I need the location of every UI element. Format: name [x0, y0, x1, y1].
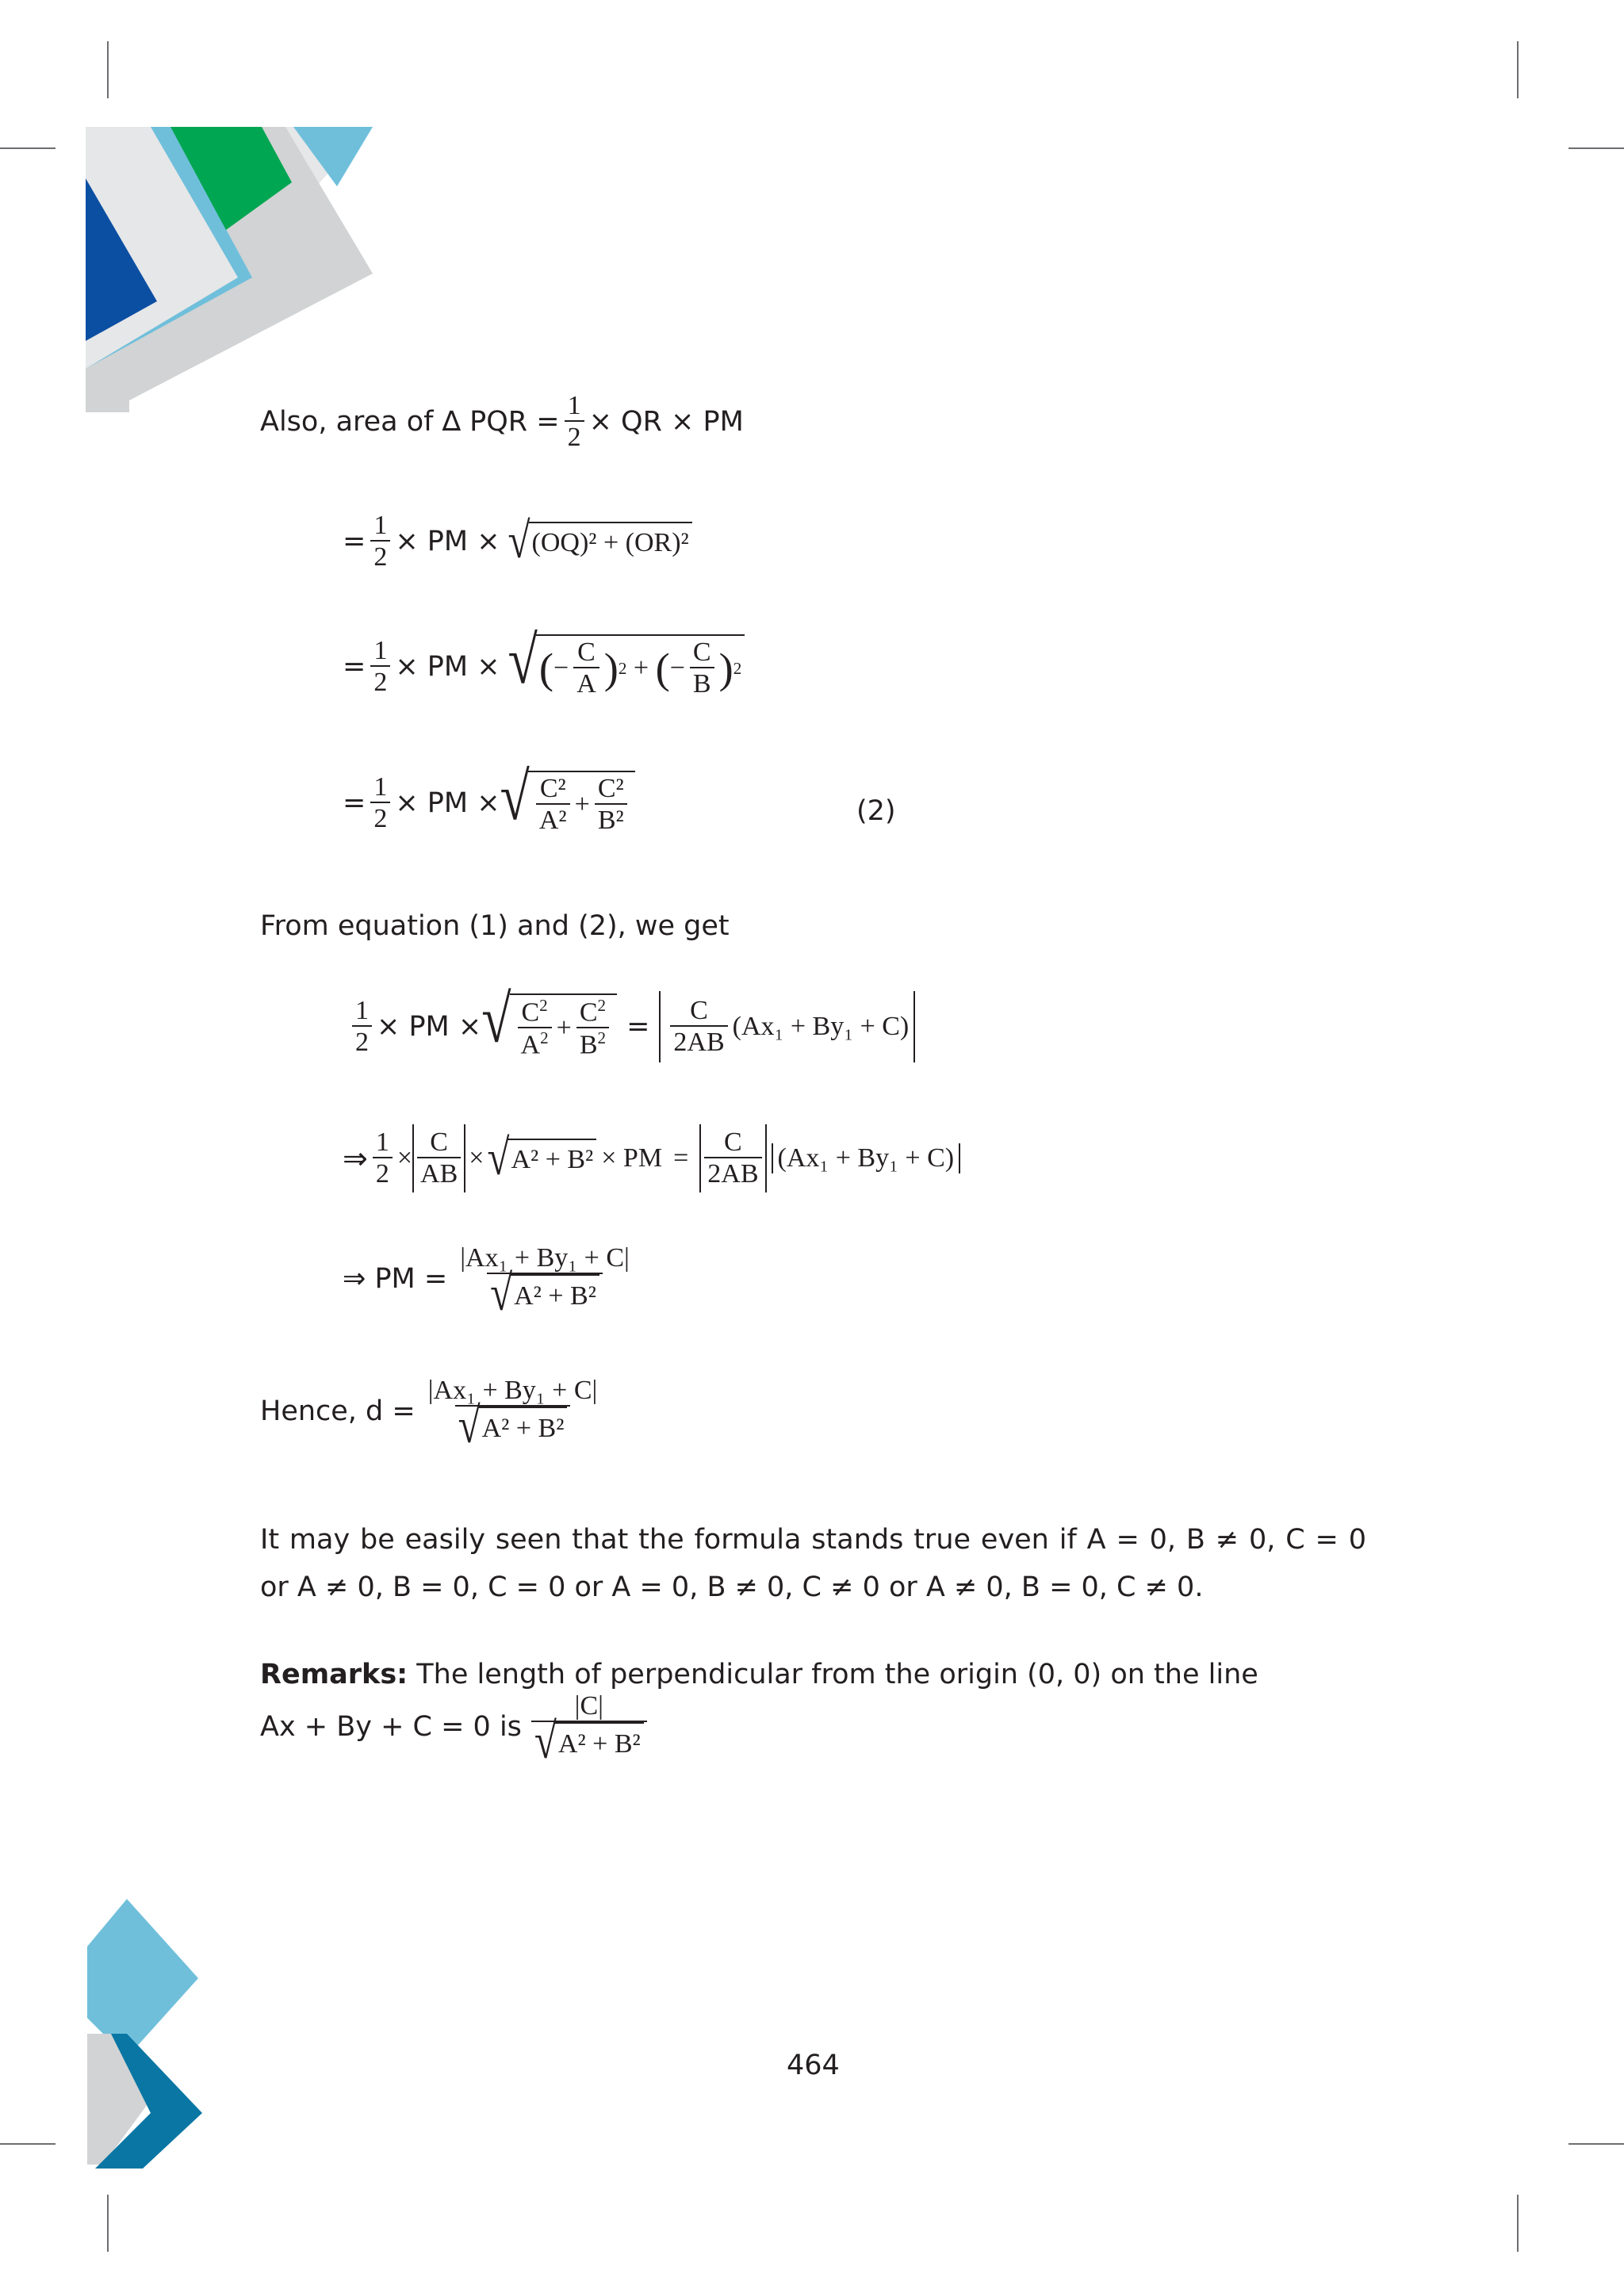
fraction-numerator: C — [692, 637, 711, 667]
radicand: A² + B² — [479, 1407, 568, 1447]
radicand: A² + B² — [555, 1722, 644, 1763]
fraction-denominator: B — [690, 667, 714, 699]
fraction-denominator: 2AB — [704, 1157, 761, 1189]
crop-mark — [1568, 2143, 1624, 2145]
fraction-numerator: C — [690, 996, 708, 1025]
equation-step-6 — [343, 1243, 638, 1323]
corner-decoration-bottom — [79, 1899, 206, 2176]
fraction-numerator: |Ax₁ + By₁ + C| — [427, 1376, 598, 1405]
fraction-denominator: 2 — [370, 540, 390, 572]
half-fraction — [370, 772, 390, 834]
remarks-line2: Ax + By + C = 0 is — [260, 1711, 522, 1744]
crop-mark — [1568, 147, 1624, 149]
fraction-numerator: C² — [539, 774, 566, 803]
half-fraction — [370, 511, 390, 572]
crop-mark — [0, 2143, 56, 2145]
square-root: √ ( − $\frac{C}{A}$ ) 2 + ( − $\frac{C}{B}$ ) 2 — [508, 634, 745, 699]
corner-decoration-top — [0, 0, 412, 412]
fraction-denominator: A — [573, 667, 599, 699]
term-fraction — [536, 774, 570, 836]
line-expression: (Ax₁ + By₁ + C) — [777, 1143, 955, 1173]
absolute-value — [772, 1143, 961, 1173]
times-pm: × PM × — [395, 651, 500, 683]
fraction-denominator: 2 — [370, 665, 390, 698]
radicand: A² + B² — [511, 1274, 599, 1315]
times-pm: × PM × — [395, 526, 500, 558]
half-fraction — [373, 1127, 393, 1189]
square-root: √ A² + B² — [487, 1139, 596, 1179]
remarks-text: The length of perpendicular from the origin (0, 0) on the line — [416, 1659, 1258, 1690]
fraction-denominator: A² — [536, 803, 570, 836]
fraction-numerator: 1 — [567, 391, 581, 420]
term-fraction — [595, 774, 627, 836]
equals-sign: = — [343, 651, 366, 683]
area-prefix: Also, area of ∆ PQR = — [260, 406, 560, 438]
pm-lhs: ⇒ PM = — [343, 1263, 448, 1296]
times-pm: × PM × — [377, 1011, 482, 1043]
fraction-denominator: 2 — [370, 802, 390, 834]
formula-paragraph: It may be easily seen that the formula stands true even if A = 0, B ≠ 0, C = 0 or A ≠ 0, B = 0, C = 0 or A = 0, B ≠ 0, C ≠ 0 or A ≠ 0, B = 0, C ≠ 0. — [260, 1524, 1366, 1603]
equation-step-4 — [347, 981, 915, 1062]
remarks-formula-line — [260, 1691, 652, 1770]
equation-step-1 — [343, 511, 692, 572]
page-number: 464 — [787, 2050, 840, 2081]
fraction-numerator: C — [724, 1127, 742, 1157]
hence-line — [260, 1376, 605, 1455]
term-fraction — [573, 637, 599, 699]
fraction-numerator: |Ax₁ + By₁ + C| — [460, 1243, 630, 1273]
equals-sign: = — [673, 1143, 689, 1173]
fraction-denominator: 2AB — [670, 1025, 727, 1058]
absolute-value — [412, 1124, 465, 1192]
crop-mark — [1517, 41, 1519, 98]
times-pm: × PM — [601, 1143, 663, 1173]
half-fraction — [352, 996, 372, 1058]
fraction-numerator: 1 — [373, 636, 388, 665]
fraction-denominator: 2 — [565, 420, 584, 453]
fraction-numerator: C — [430, 1127, 448, 1157]
area-line — [260, 391, 744, 453]
square-root: √ $\frac{\text{C²}}{\text{A²}}$ + $\frac{\text{C²}}{\text{B²}}$ — [500, 771, 635, 836]
equation-step-3 — [343, 758, 635, 836]
equals-sign: = — [343, 787, 366, 820]
crop-mark — [107, 2195, 109, 2252]
origin-distance-fraction: |C| √ A² + B² — [531, 1691, 647, 1763]
fraction-denominator: 2 — [352, 1025, 372, 1058]
fraction-denominator: 2 — [373, 1157, 393, 1189]
equation-tag: (2) — [856, 795, 896, 827]
absolute-value — [659, 991, 915, 1062]
term-fraction — [690, 637, 714, 699]
equals-sign: = — [343, 526, 366, 558]
fraction-numerator: 1 — [355, 996, 369, 1025]
half-fraction — [565, 391, 584, 453]
equals-sign: = — [626, 1011, 650, 1043]
fraction-numerator: 1 — [373, 511, 388, 540]
fraction-numerator: |C| — [574, 1691, 603, 1721]
fraction-denominator: AB — [417, 1157, 461, 1189]
remarks-label: Remarks: — [260, 1659, 408, 1690]
crop-mark — [1517, 2195, 1519, 2252]
radicand: (OQ)² + (OR)² — [529, 522, 692, 562]
hence-lhs: Hence, d = — [260, 1395, 416, 1428]
square-root: √ (OQ)² + (OR)² — [508, 522, 692, 562]
fraction-denominator: B² — [595, 803, 627, 836]
distance-fraction: |Ax₁ + By₁ + C| √ A² + B² — [425, 1376, 601, 1447]
absolute-value — [699, 1124, 766, 1192]
term-fraction — [670, 996, 727, 1058]
times-pm: × PM × — [395, 787, 500, 820]
area-suffix: × QR × PM — [588, 406, 744, 438]
square-root: √ $\frac{C^2}{A^2}$ + $\frac{C^2}{B^2}$ — [481, 993, 617, 1061]
fraction-numerator: 1 — [375, 1127, 389, 1157]
distance-fraction: |Ax₁ + By₁ + C| √ A² + B² — [457, 1243, 633, 1315]
fraction-numerator: 1 — [373, 772, 388, 802]
fraction-numerator: C² — [597, 774, 624, 803]
from-equation-text: From equation (1) and (2), we get — [260, 910, 730, 942]
line-expression: (Ax₁ + By₁ + C) — [732, 1012, 910, 1042]
half-fraction — [370, 636, 390, 698]
equation-step-5: ⇒ $\frac{1}{2}$ × $\frac{C}{AB}$ × √ A² + B² × PM = $\frac{C}{2AB}$ (Ax₁ + By₁ + C) — [343, 1124, 960, 1192]
implies-arrow: ⇒ — [343, 1142, 368, 1176]
radicand: A² + B² — [508, 1139, 596, 1179]
equation-step-2 — [343, 622, 745, 699]
fraction-numerator: C — [577, 637, 596, 667]
